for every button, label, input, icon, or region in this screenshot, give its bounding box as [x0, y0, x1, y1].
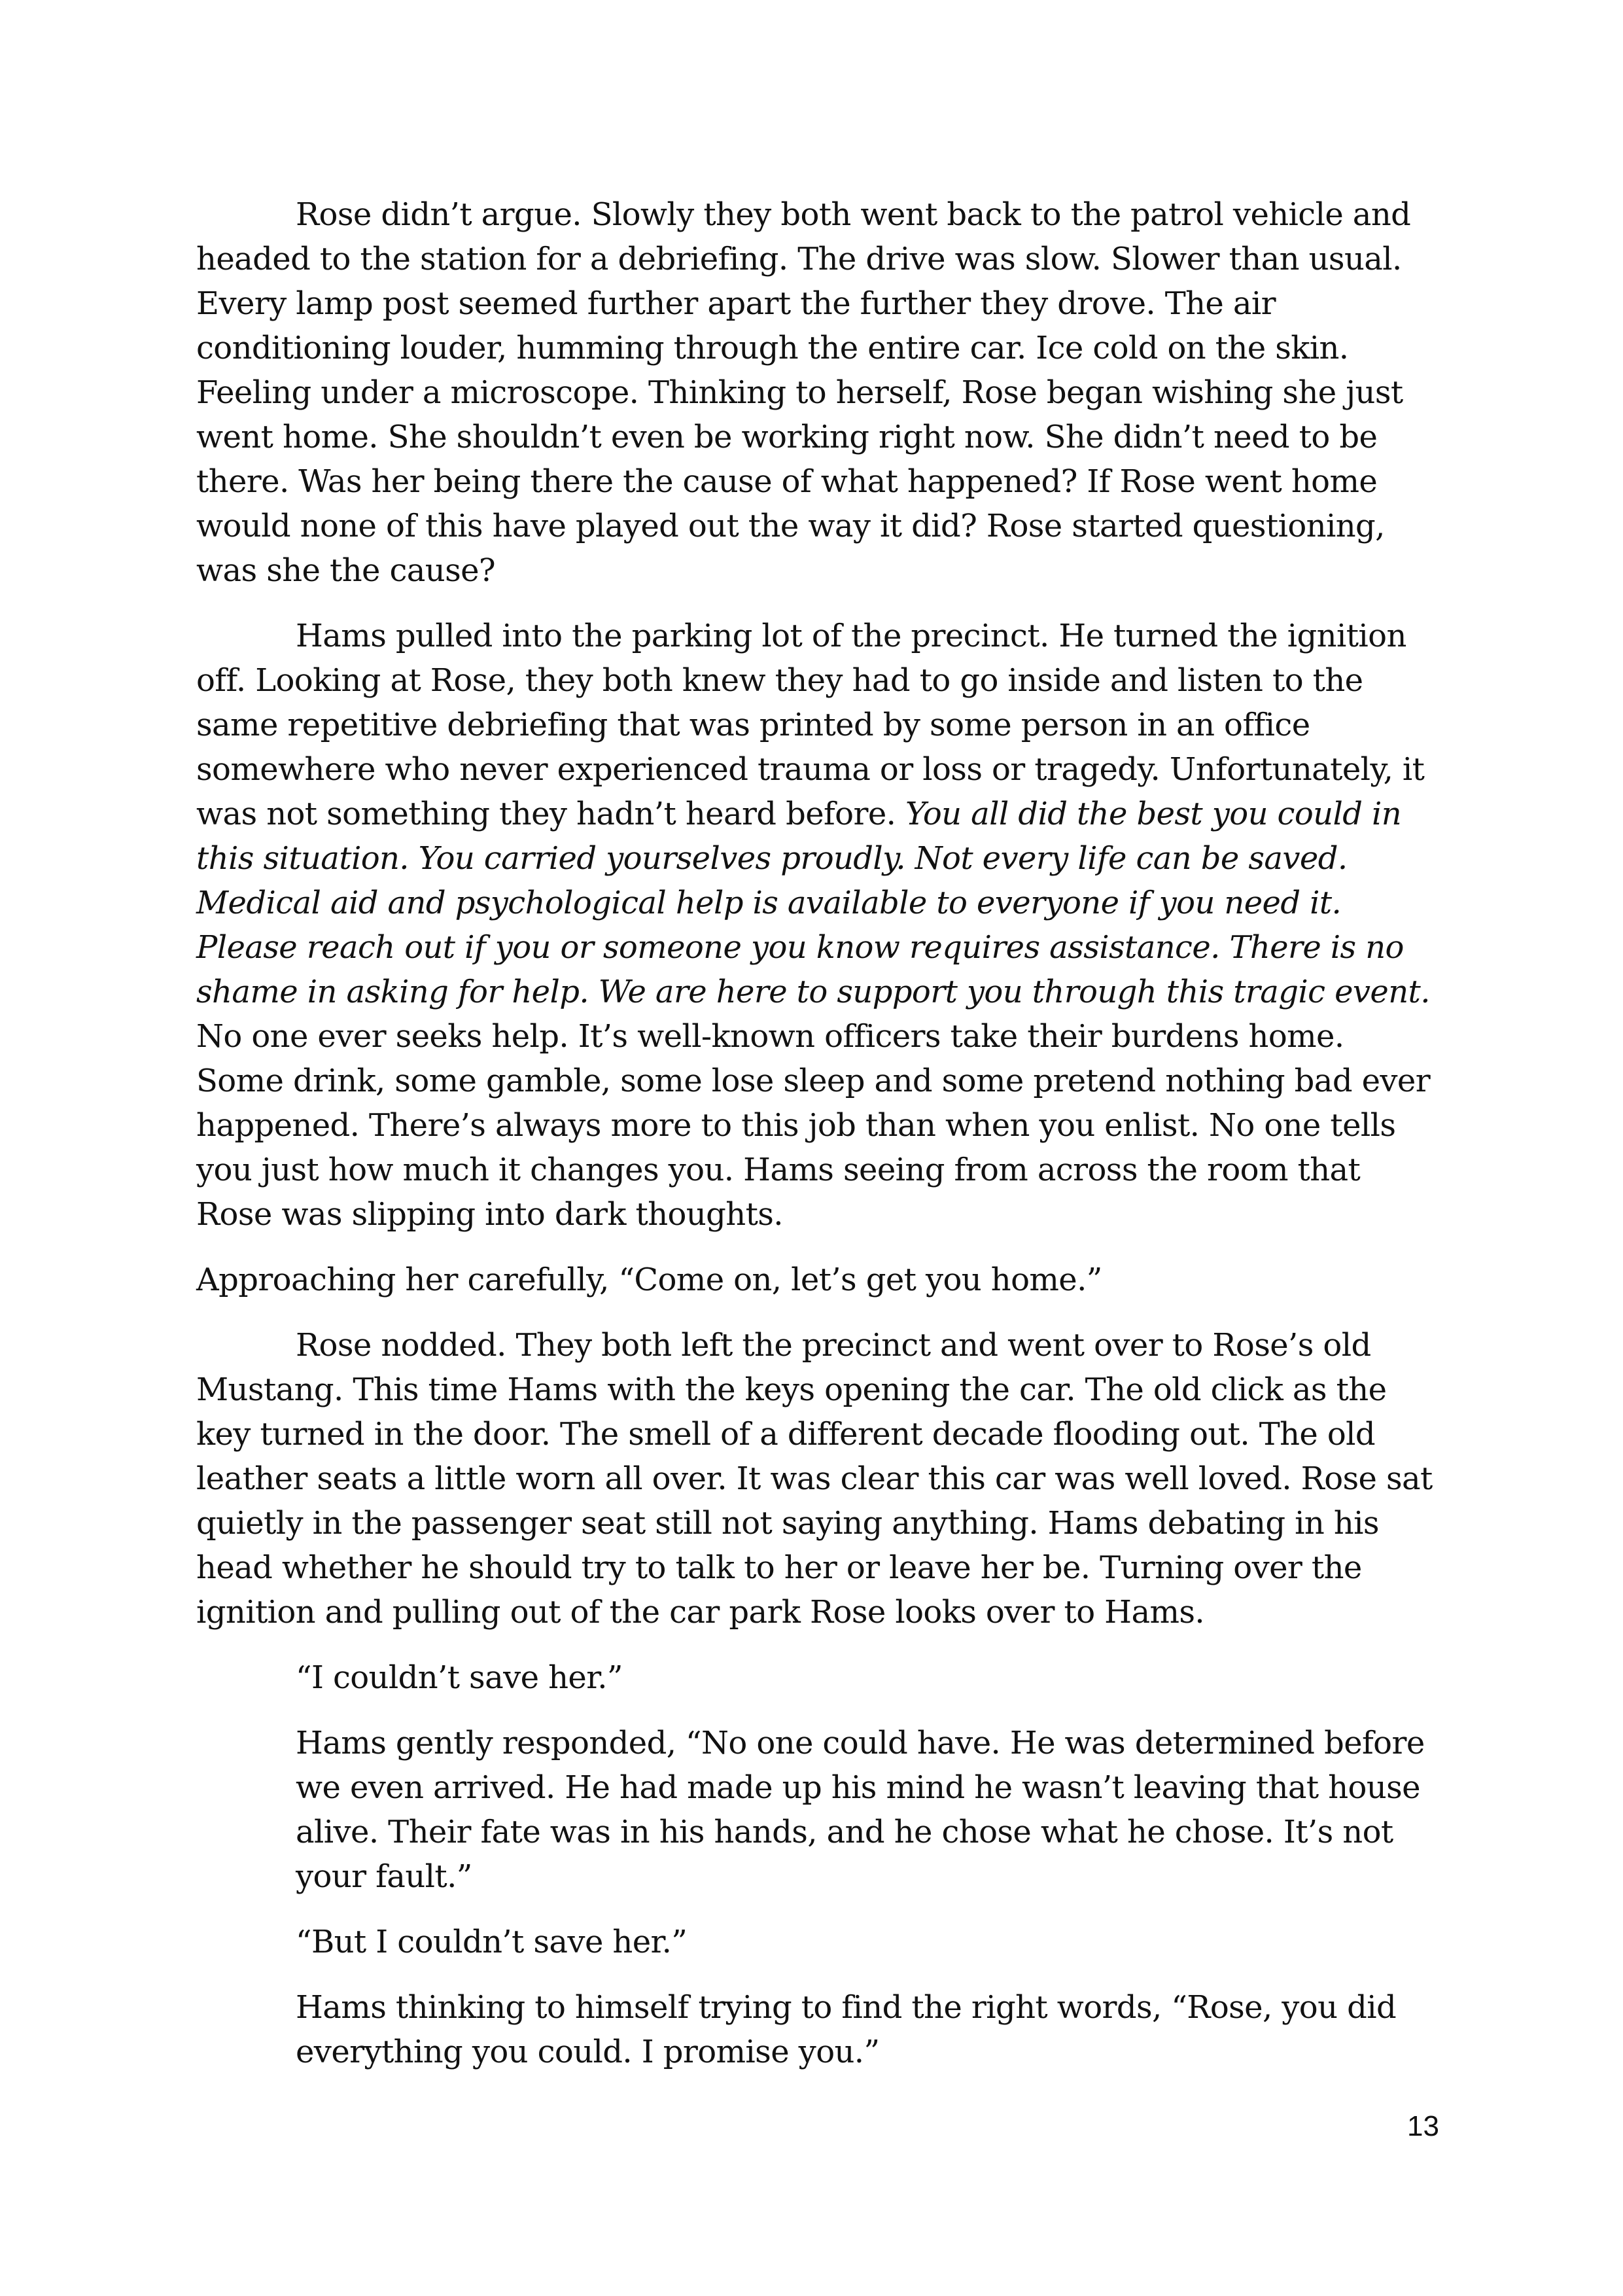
dialogue-hams-response: Hams gently responded, “No one could have. He was determined before we even arrived. He had made up his mind he wasn’t leaving that house alive. Their fate was in his hands, and he chose what he chose. It’s not your fault.”: [296, 1725, 1425, 1895]
page-body: [196, 192, 1439, 2095]
debriefing-quote: You all did the best you could in this situation. You carried yourselves proudly. Not every life can be saved. Medical aid and psychological help is available to everyone if you need it. Please reach out if you or someone you know requires assistance. There is no shame in asking for help. We are here to support you through this tragic event.: [196, 796, 1430, 1010]
page-number: 13: [1407, 2110, 1439, 2142]
dialogue-couldnt-save-her: “I couldn’t save her.”: [296, 1659, 623, 1696]
debriefing-aftermath-text: No one ever seeks help. It’s well-known officers take their burdens home. Some drink, some gamble, some lose sleep and some pretend nothing bad ever happened. There’s always more to this job than when you enlist. No one tells you just how much it changes you. Hams seeing from across the room that Rose was slipping into dark thoughts.: [196, 1018, 1431, 1233]
debriefing-intro-text: Hams pulled into the parking lot of the precinct. He turned the ignition off. Looking at Rose, they both knew they had to go inside and listen to the same repetitive debriefing that was printed by some person in an office somewhere who never experienced trauma or loss or tragedy. Unfortunately, it was not something they hadn’t heard before.: [196, 618, 1425, 832]
paragraph-debriefing: [196, 614, 1439, 1237]
dialogue-but-couldnt-save-her: “But I couldn’t save her.”: [296, 1924, 688, 1960]
paragraph-drive-to-station: Rose didn’t argue. Slowly they both went back to the patrol vehicle and headed to the station for a debriefing. The drive was slow. Slower than usual. Every lamp post seemed further apart the further they drove. The air conditioning louder, humming through the entire car. Ice cold on the skin. Feeling under a microscope. Thinking to herself, Rose began wishing she just went home. She shouldn’t even be working right now. She didn’t need to be there. Was her being there the cause of what happened? If Rose went home would none of this have played out the way it did? Rose started questioning, was she the cause?: [196, 196, 1411, 589]
paragraph-mustang-drive: Rose nodded. They both left the precinct and went over to Rose’s old Mustang. This time Hams with the keys opening the car. The old click as the key turned in the door. The smell of a different decade flooding out. The old leather seats a little worn all over. It was clear this car was well loved. Rose sat quietly in the passenger seat still not saying anything. Hams debating in his head whether he should try to talk to her or leave her be. Turning over the ignition and pulling out of the car park Rose looks over to Hams.: [196, 1327, 1433, 1631]
paragraph-approaching-rose: Approaching her carefully, “Come on, let’s get you home.”: [196, 1262, 1102, 1298]
dialogue-hams-promise: Hams thinking to himself trying to find the right words, “Rose, you did everything you could. I promise you.”: [296, 1989, 1397, 2070]
